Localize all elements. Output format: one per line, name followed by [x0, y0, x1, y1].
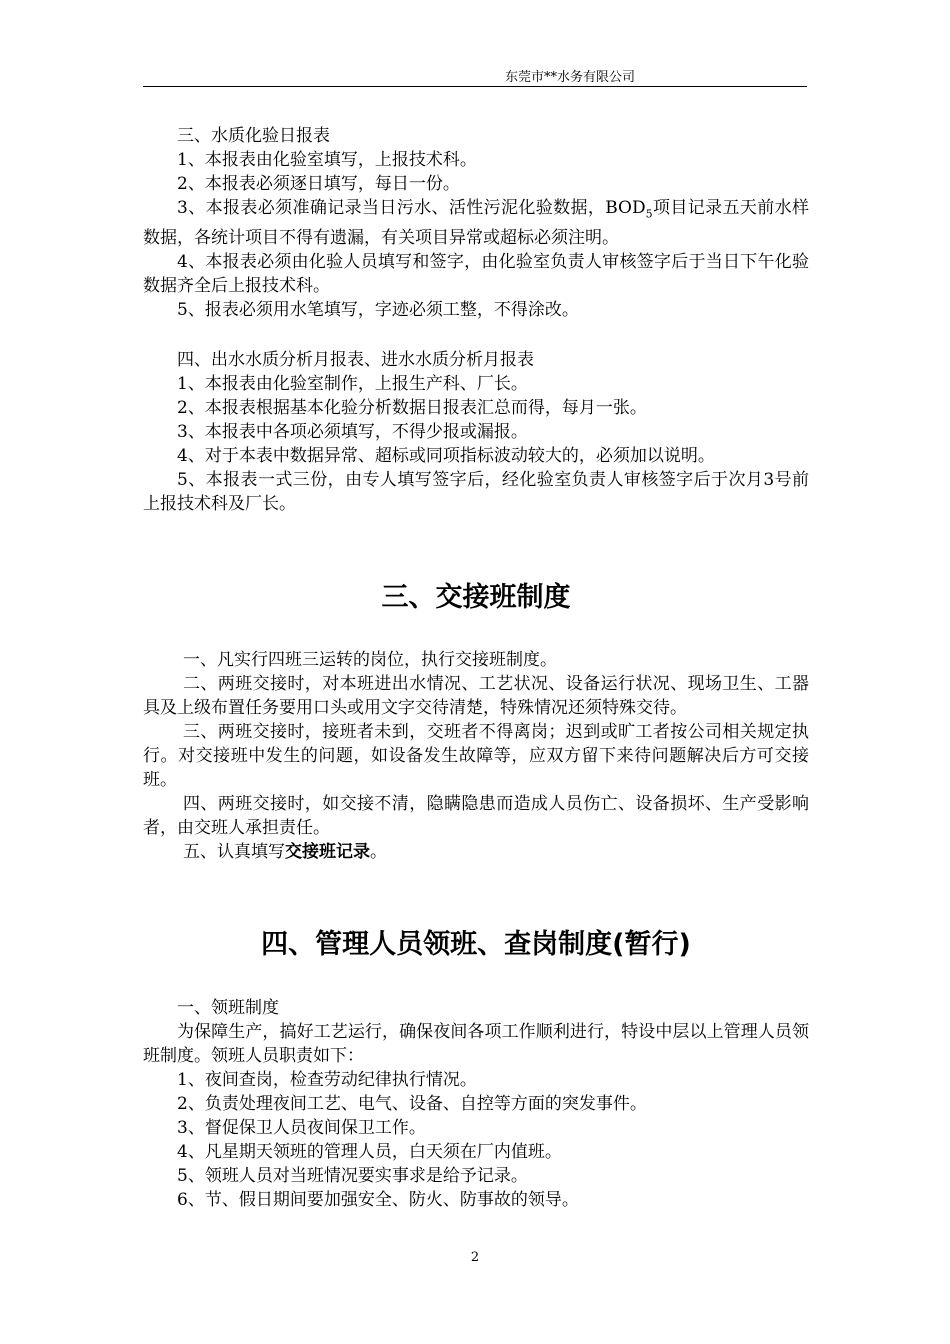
list-item: 1、夜间查岗，检查劳动纪律执行情况。: [177, 1070, 477, 1090]
list-item: 4、凡星期天领班的管理人员，白天须在厂内值班。: [177, 1142, 562, 1162]
list-item: [143, 840, 809, 864]
list-item: 1、本报表由化验室填写，上报技术科。: [177, 150, 477, 170]
list-item: 3、本报表中各项必须填写，不得少报或漏报。: [177, 422, 528, 442]
subsection-title: 一、领班制度: [177, 998, 279, 1018]
list-item: 4、本报表必须由化验人员填写和签字，由化验室负责人审核签字后于当日下午化验数据齐全后上报技术科。: [143, 252, 809, 297]
chapter-shift-handover-body: [143, 648, 809, 864]
section-monthly-analysis-report: [143, 348, 809, 516]
subscript-5: 5: [645, 207, 653, 221]
header-company-name: 东莞市**水务有限公司: [505, 70, 636, 85]
chapter-management-duty-body: [143, 996, 809, 1212]
item3-text-after: 项目记录五天前水样数据，各统计项目不得有遗漏，有关项目异常或超标必须注明。: [143, 198, 809, 249]
item3-text-before: 3、本报表必须准确记录当日污水、活性污泥化验数据，BOD: [177, 198, 646, 218]
intro-paragraph: 为保障生产，搞好工艺运行，确保夜间各项工作顺利进行，特设中层以上管理人员领班制度。领班人员职责如下：: [143, 1022, 809, 1066]
list-item: 5、本报表一式三份，由专人填写签字后，经化验室负责人审核签字后于次月3号前上报技术科及厂长。: [143, 470, 809, 514]
section-daily-lab-report: [143, 124, 809, 322]
list-item: [143, 196, 809, 250]
section-title: 四、出水水质分析月报表、进水水质分析月报表: [177, 350, 534, 370]
list-item: 2、负责处理夜间工艺、电气、设备、自控等方面的突发事件。: [177, 1094, 647, 1114]
list-item: 6、节、假日期间要加强安全、防火、防事故的领导。: [177, 1190, 579, 1210]
section-title: 三、水质化验日报表: [177, 126, 330, 146]
list-item: 3、督促保卫人员夜间保卫工作。: [177, 1118, 426, 1138]
list-item: 2、本报表必须逐日填写，每日一份。: [177, 174, 460, 194]
list-item: 2、本报表根据基本化验分析数据日报表汇总而得，每月一张。: [177, 398, 647, 418]
item5-suffix: 。: [370, 842, 387, 862]
page-number: 2: [470, 1250, 480, 1265]
list-item: 1、本报表由化验室制作，上报生产科、厂长。: [177, 374, 528, 394]
handover-record-emphasis: 交接班记录: [285, 842, 370, 862]
header-divider: [143, 86, 807, 87]
item5-prefix: 五、认真填写: [183, 842, 285, 862]
chapter-heading-management-duty: 四、管理人员领班、查岗制度(暂行): [261, 929, 691, 960]
list-item: 4、对于本表中数据异常、超标或同项指标波动较大的，必须加以说明。: [177, 446, 715, 466]
list-item: 一、凡实行四班三运转的岗位，执行交接班制度。: [183, 650, 557, 670]
list-item: 三、两班交接时，接班者未到，交班者不得离岗；迟到或旷工者按公司相关规定执行。对交接班中发生的问题，如设备发生故障等，应双方留下来待问题解决后方可交接班。: [143, 722, 809, 790]
list-item: 5、领班人员对当班情况要实事求是给予记录。: [177, 1166, 528, 1186]
list-item: 5、报表必须用水笔填写，字迹必须工整，不得涂改。: [177, 300, 579, 321]
chapter-heading-shift-handover: 三、交接班制度: [381, 582, 571, 613]
list-item: 二、两班交接时，对本班进出水情况、工艺状况、设备运行状况、现场卫生、工器具及上级布置任务要用口头或用文字交待清楚，特殊情况还须特殊交待。: [143, 674, 809, 718]
list-item: 四、两班交接时，如交接不清，隐瞒隐患而造成人员伤亡、设备损坏、生产受影响者，由交班人承担责任。: [143, 794, 809, 838]
